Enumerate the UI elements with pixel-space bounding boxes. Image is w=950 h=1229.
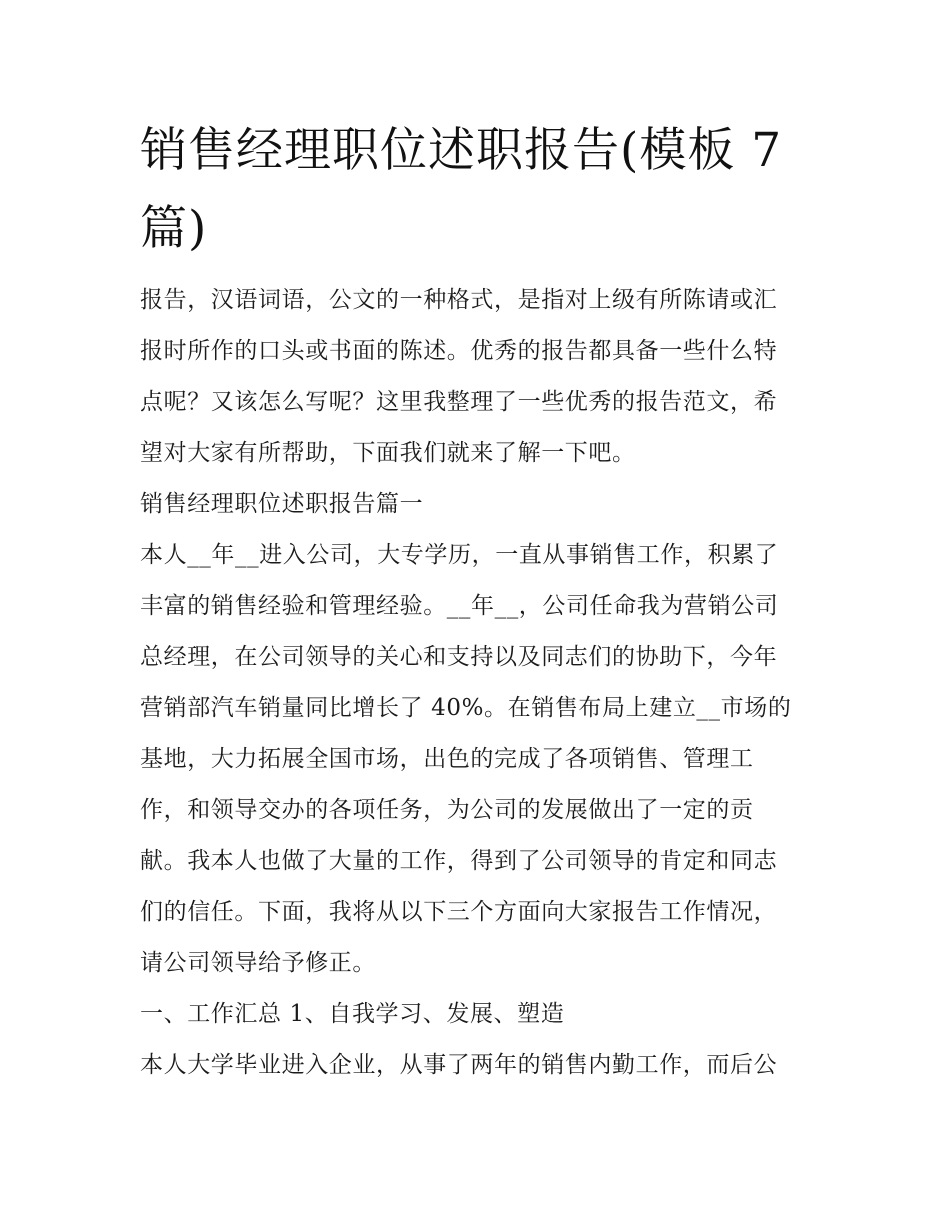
title-line-1: 销售经理职位述职报告(模板 7 [140,123,783,178]
body-line-4: 营销部汽车销量同比增长了 40%。在销售布局上建立__市场的 [140,695,792,721]
body-line-3: 总经理，在公司领导的关心和支持以及同志们的协助下，今年 [140,644,778,670]
body-line-8: 们的信任。下面，我将从以下三个方面向大家报告工作情况， [140,899,778,925]
intro-line-3: 点呢？又该怎么写呢？这里我整理了一些优秀的报告范文，希 [140,389,778,415]
document-title [140,112,820,268]
body-line-9: 请公司领导给予修正。 [140,950,376,976]
intro-line-2: 报时所作的口头或书面的陈述。优秀的报告都具备一些什么特 [140,338,778,364]
body-line-10: 本人大学毕业进入企业，从事了两年的销售内勤工作，而后公 [140,1052,778,1078]
body-line-1: 本人__年__进入公司，大专学历，一直从事销售工作，积累了 [140,542,779,568]
body-line-2: 丰富的销售经验和管理经验。__年__，公司任命我为营销公司 [140,593,779,619]
body-line-6: 作，和领导交办的各项任务，为公司的发展做出了一定的贡 [140,797,754,823]
title-line-2: 篇) [140,201,208,256]
body-line-5: 基地，大力拓展全国市场，出色的完成了各项销售、管理工 [140,746,754,772]
subsection-heading-1: 一、工作汇总 1、自我学习、发展、塑造 [140,1001,565,1027]
body-line-7: 献。我本人也做了大量的工作，得到了公司领导的肯定和同志 [140,848,778,874]
intro-line-4: 望对大家有所帮助，下面我们就来了解一下吧。 [140,440,636,466]
intro-line-1: 报告，汉语词语，公文的一种格式，是指对上级有所陈请或汇 [140,287,778,313]
section-heading-1: 销售经理职位述职报告篇一 [140,491,424,517]
